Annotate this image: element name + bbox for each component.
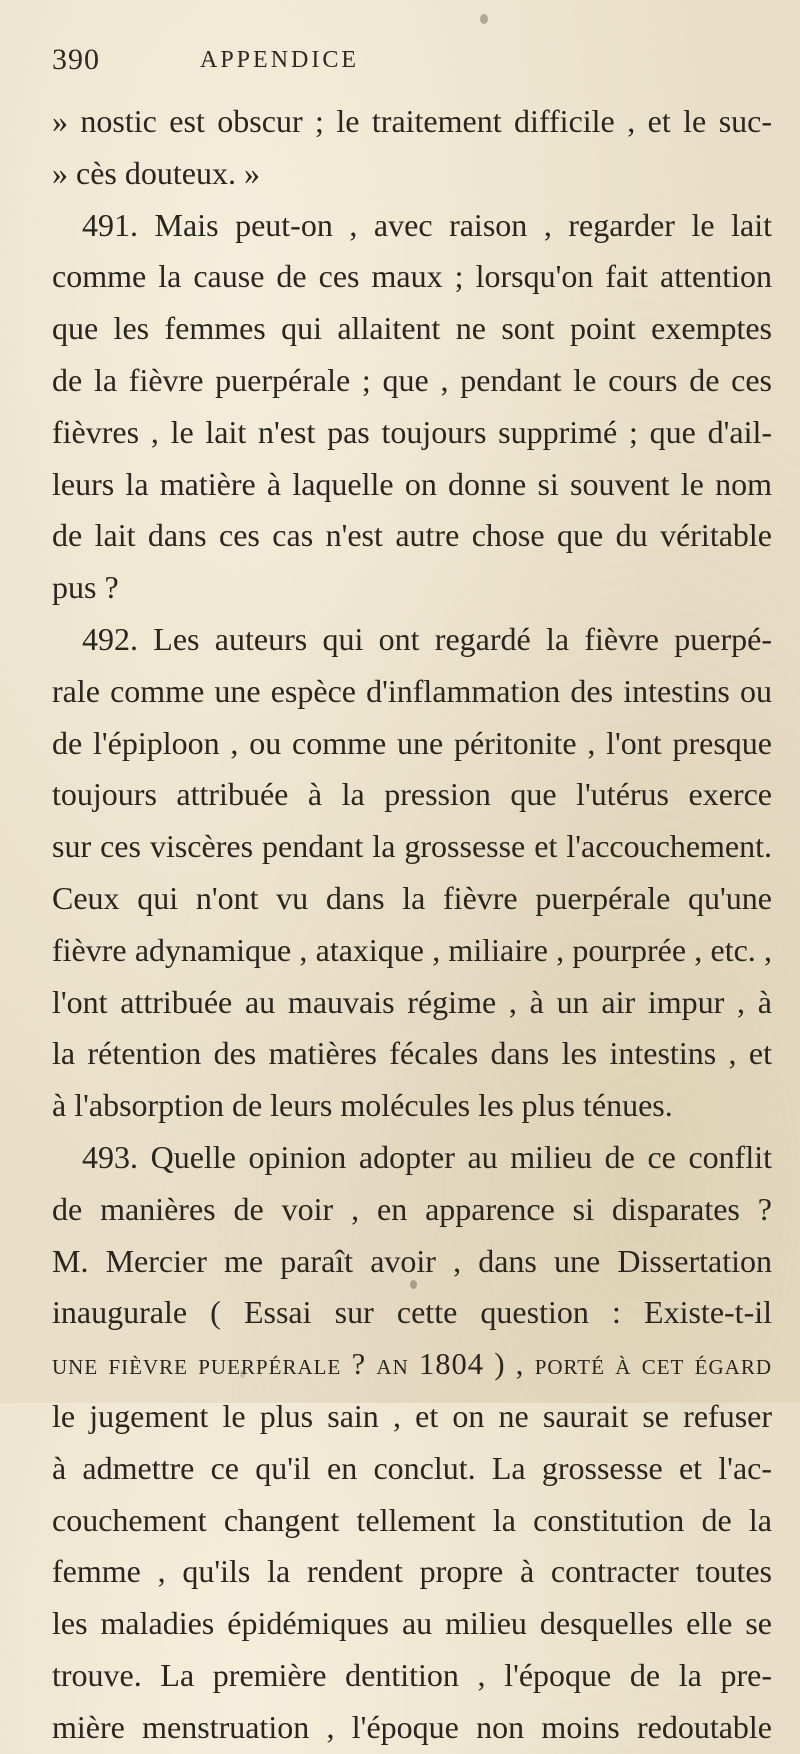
text-line: fièvre adynamique , ataxique , miliaire , pourprée , etc. , bbox=[52, 931, 772, 968]
text-line: leurs la matière à laquelle on donne si souvent le nom bbox=[52, 465, 772, 502]
text-line: » nostic est obscur ; le traitement difficile , et le suc- bbox=[52, 103, 772, 139]
text-line: 491. Mais peut-on , avec raison , regarder le lait bbox=[82, 206, 772, 243]
text-line: comme la cause de ces maux ; lorsqu'on fait attention bbox=[52, 258, 772, 295]
text-line: Ceux qui n'ont vu dans la fièvre puerpérale qu'une bbox=[52, 879, 772, 916]
text-line: inaugurale ( Essai sur cette question : Existe-t-il bbox=[52, 1294, 772, 1331]
text-line: » cès douteux. » bbox=[52, 154, 260, 191]
text-line: à l'absorption de leurs molécules les plus ténues. bbox=[52, 1087, 673, 1124]
running-title: APPENDICE bbox=[200, 46, 360, 73]
ink-spot bbox=[480, 14, 488, 24]
page-header bbox=[52, 40, 772, 80]
text-line: 492. Les auteurs qui ont regardé la fièvre puerpé- bbox=[82, 620, 772, 657]
text-line: femme , qu'ils la rendent propre à contracter toutes bbox=[52, 1553, 772, 1590]
text-line: la rétention des matières fécales dans les intestins , et bbox=[52, 1035, 772, 1072]
text-line: M. Mercier me paraît avoir , dans une Dissertation bbox=[52, 1242, 772, 1279]
text-line: une fièvre puerpérale ? an 1804 ) , porté à cet égard bbox=[52, 1347, 772, 1382]
body-text bbox=[52, 96, 772, 1754]
text-line: de la fièvre puerpérale ; que , pendant le cours de ces bbox=[52, 361, 772, 398]
text-line: sur ces viscères pendant la grossesse et l'accouchement. bbox=[52, 828, 772, 865]
text-line: toujours attribuée à la pression que l'utérus exerce bbox=[52, 776, 772, 813]
text-line: à admettre ce qu'il en conclut. La grossesse et l'ac- bbox=[52, 1449, 772, 1486]
text-line: que les femmes qui allaitent ne sont point exemptes bbox=[52, 310, 772, 347]
text-line: rale comme une espèce d'inflammation des intestins ou bbox=[52, 672, 772, 709]
text-line: couchement changent tellement la constitution de la bbox=[52, 1501, 772, 1538]
text-line: de lait dans ces cas n'est autre chose que du véritable bbox=[52, 517, 772, 554]
text-line: de manières de voir , en apparence si disparates ? bbox=[52, 1190, 772, 1227]
text-line: l'ont attribuée au mauvais régime , à un air impur , à bbox=[52, 983, 772, 1020]
text-line: 493. Quelle opinion adopter au milieu de ce conflit bbox=[82, 1138, 772, 1175]
page-number: 390 bbox=[52, 43, 100, 76]
text-line: mière menstruation , l'époque non moins redoutable bbox=[52, 1708, 772, 1745]
text-line: les maladies épidémiques au milieu desquelles elle se bbox=[52, 1605, 772, 1642]
text-line: de l'épiploon , ou comme une péritonite , l'ont presque bbox=[52, 724, 772, 761]
text-line: le jugement le plus sain , et on ne saurait se refuser bbox=[52, 1397, 772, 1434]
text-line: fièvres , le lait n'est pas toujours supprimé ; que d'ail- bbox=[52, 413, 772, 450]
text-line: pus ? bbox=[52, 569, 119, 606]
text-line: trouve. La première dentition , l'époque de la pre- bbox=[52, 1656, 772, 1693]
